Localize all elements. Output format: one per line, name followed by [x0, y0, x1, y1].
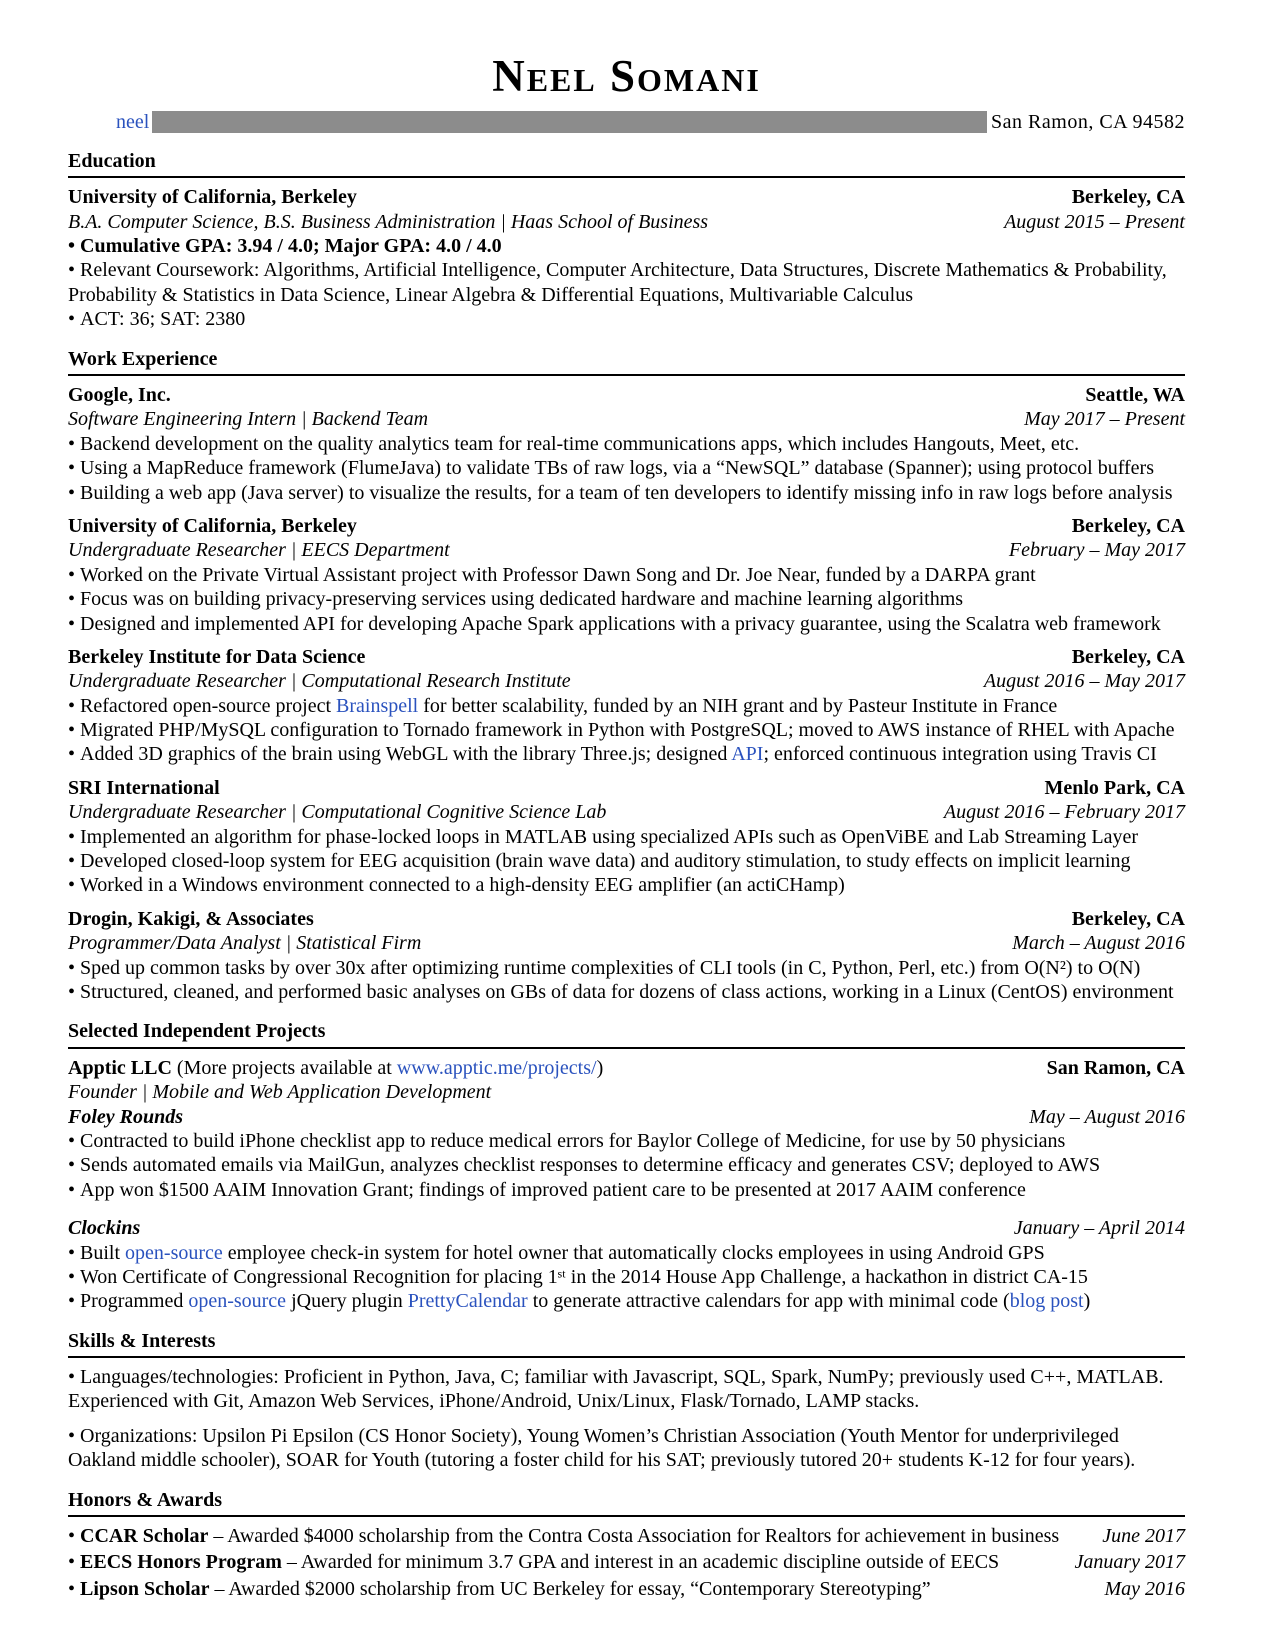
text-segment: for better scalability, funded by an NIH grant and by Pasteur Institute in France — [418, 694, 1058, 717]
bullet: • Sped up common tasks by over 30x after optimizing runtime complexities of CLI tools (in C, Python, Perl, etc.) from O(N²) to O(N) — [68, 956, 1185, 980]
bullet — [68, 742, 1185, 766]
award-title: CCAR Scholar — [80, 1525, 209, 1548]
honors-item-ccar — [68, 1524, 1185, 1548]
work-entry-bids — [68, 645, 1185, 767]
bullet-list — [68, 956, 1185, 1005]
role-title: Software Engineering Intern | Backend Team — [68, 408, 429, 431]
prettycalendar-link[interactable]: PrettyCalendar — [407, 1290, 528, 1313]
bullet: • Building a web app (Java server) to visualize the results, for a team of ten developers to identify missing info in raw logs before analysis — [68, 481, 1185, 505]
bullet-list — [68, 694, 1185, 767]
org-location: Berkeley, CA — [1071, 907, 1185, 930]
org-name: University of California, Berkeley — [68, 186, 357, 209]
award-title: Lipson Scholar — [80, 1577, 210, 1600]
blog-post-link[interactable]: blog post — [1009, 1290, 1084, 1313]
org-name: Berkeley Institute for Data Science — [68, 645, 366, 668]
award-text — [68, 1550, 1074, 1574]
section-projects — [68, 1019, 1185, 1313]
role-title: Undergraduate Researcher | Computational Cognitive Science Lab — [68, 801, 607, 824]
entry-header-row — [68, 645, 1185, 669]
date-range: August 2016 – February 2017 — [943, 801, 1185, 824]
award-date: May 2016 — [1104, 1577, 1185, 1600]
award-description: – Awarded for minimum 3.7 GPA and interest in an academic discipline outside of EECS — [281, 1551, 1000, 1574]
bullet-coursework: • Relevant Coursework: Algorithms, Artificial Intelligence, Computer Architecture, Data Structures, Discrete Mathematics & Probability, Probability & Statistics in Data Science, Linear Algebra & Differential Equations, Multivariable Calculus — [68, 258, 1185, 307]
text-segment: employee check-in system for hotel owner that automatically clocks employees in using Android GPS — [222, 1241, 1045, 1264]
brainspell-link[interactable]: Brainspell — [336, 694, 419, 717]
entry-header-row — [68, 383, 1185, 407]
text-segment: Built — [80, 1241, 126, 1264]
projects-entry-apptic — [68, 1056, 1185, 1314]
bullet — [68, 1241, 1185, 1265]
entry-subheader-row — [68, 407, 1185, 431]
bullet-gpa: • Cumulative GPA: 3.94 / 4.0; Major GPA: 4.0 / 4.0 — [68, 234, 1185, 258]
text-segment: ; enforced continuous integration using Travis CI — [763, 743, 1157, 766]
contact-location: San Ramon, CA 94582 — [991, 110, 1185, 133]
contact-line — [116, 110, 1185, 134]
bullet: • Backend development on the quality analytics team for real-time communications apps, which includes Hangouts, Meet, etc. — [68, 432, 1185, 456]
org-name: Drogin, Kakigi, & Associates — [68, 907, 314, 930]
role-title: Founder | Mobile and Web Application Development — [68, 1081, 492, 1104]
bullet: • Using a MapReduce framework (FlumeJava) to validate TBs of raw logs, via a “NewSQL” database (Spanner); using protocol buffers — [68, 456, 1185, 480]
text-segment: (More projects available at — [171, 1056, 397, 1079]
honors-item-eecs — [68, 1550, 1185, 1574]
section-skills — [68, 1329, 1185, 1473]
bullet: • Implemented an algorithm for phase-locked loops in MATLAB using specialized APIs such as OpenViBE and Lab Streaming Layer — [68, 825, 1185, 849]
degree-title: B.A. Computer Science, B.S. Business Administration | Haas School of Business — [68, 210, 709, 233]
entry-subheader-row — [68, 669, 1185, 693]
org-name: University of California, Berkeley — [68, 514, 357, 537]
section-education — [68, 149, 1185, 332]
bullet: • Designed and implemented API for developing Apache Spark applications with a privacy guarantee, using the Scalatra web framework — [68, 612, 1185, 636]
award-text — [68, 1524, 1102, 1548]
text-segment: ) — [1083, 1290, 1091, 1313]
bullet — [68, 694, 1185, 718]
redacted-contact-bar — [152, 111, 987, 133]
entry-subheader-row — [68, 538, 1185, 562]
section-honors — [68, 1488, 1185, 1602]
project-dates: May – August 2016 — [1029, 1105, 1185, 1128]
date-range: August 2016 – May 2017 — [983, 670, 1185, 693]
work-entry-ucb-research — [68, 514, 1185, 636]
open-source-link[interactable]: open-source — [188, 1290, 287, 1313]
bullet-test-scores: • ACT: 36; SAT: 2380 — [68, 307, 1185, 331]
education-entry — [68, 185, 1185, 331]
entry-header-row — [68, 776, 1185, 800]
skills-heading: Skills & Interests — [68, 1329, 1185, 1358]
company-name: Apptic LLC — [68, 1056, 172, 1079]
work-heading: Work Experience — [68, 347, 1185, 376]
entry-subheader-row — [68, 931, 1185, 955]
bullet-list — [68, 1365, 1185, 1473]
bullet: • Sends automated emails via MailGun, analyzes checklist responses to determine efficacy and generates CSV; deployed to AWS — [68, 1153, 1185, 1177]
apptic-projects-link[interactable]: www.apptic.me/projects/ — [396, 1056, 597, 1079]
project-name-foley-rounds: Foley Rounds — [68, 1105, 184, 1128]
work-entry-sri — [68, 776, 1185, 898]
bullet: • Developed closed-loop system for EEG acquisition (brain wave data) and auditory stimulation, to study effects on implicit learning — [68, 849, 1185, 873]
award-description: – Awarded $2000 scholarship from UC Berkeley for essay, “Contemporary Stereotyping” — [209, 1577, 931, 1600]
text-segment: Added 3D graphics of the brain using WebGL with the library Three.js; designed — [80, 743, 732, 766]
entry-header-row — [68, 1056, 1185, 1080]
award-date: June 2017 — [1102, 1525, 1185, 1548]
project-name-clockins: Clockins — [68, 1217, 141, 1240]
bullet: • Worked in a Windows environment connected to a high-density EEG amplifier (an actiCHamp) — [68, 873, 1185, 897]
text-segment: jQuery plugin — [286, 1290, 408, 1313]
text-segment: ) — [596, 1056, 604, 1079]
bullet-organizations: • Organizations: Upsilon Pi Epsilon (CS Honor Society), Young Women’s Christian Association (Youth Mentor for underprivileged Oakland middle schooler), SOAR for Youth (tutoring a foster child for his SAT; previously tutored 20+ students K-12 for four years). — [68, 1424, 1185, 1473]
entry-header-row — [68, 185, 1185, 209]
bullet-list — [68, 1129, 1185, 1202]
bullet: • Structured, cleaned, and performed basic analyses on GBs of data for dozens of class actions, working in a Linux (CentOS) environment — [68, 980, 1185, 1004]
bullet-list — [68, 825, 1185, 898]
bullet — [68, 1289, 1185, 1313]
api-link[interactable]: API — [731, 743, 764, 766]
text-segment: Refactored open-source project — [80, 694, 337, 717]
entry-subheader-row — [68, 800, 1185, 824]
org-location: Berkeley, CA — [1071, 645, 1185, 668]
date-range: February – May 2017 — [1008, 539, 1185, 562]
bullet-list — [68, 234, 1185, 332]
org-location: Berkeley, CA — [1071, 514, 1185, 537]
bullet: • Focus was on building privacy-preserving services using dedicated hardware and machine learning algorithms — [68, 587, 1185, 611]
org-location: Menlo Park, CA — [1044, 776, 1185, 799]
bullet: • Contracted to build iPhone checklist app to reduce medical errors for Baylor College of Medicine, for use by 50 physicians — [68, 1129, 1185, 1153]
bullet-list — [68, 1241, 1185, 1314]
award-description: – Awarded $4000 scholarship from the Contra Costa Association for Realtors for achievement in business — [208, 1525, 1060, 1548]
org-location: Seattle, WA — [1085, 384, 1185, 407]
bullet-list — [68, 432, 1185, 505]
company-line — [68, 1056, 603, 1080]
entry-header-row — [68, 514, 1185, 538]
contact-email-link[interactable]: neel — [116, 110, 150, 133]
project-dates: January – April 2014 — [1013, 1217, 1185, 1240]
text-segment: to generate attractive calendars for app with minimal code ( — [527, 1290, 1010, 1313]
date-range: March – August 2016 — [1012, 932, 1185, 955]
entry-subheader-row — [68, 1080, 1185, 1104]
org-location: Berkeley, CA — [1071, 186, 1185, 209]
role-title: Undergraduate Researcher | Computational Research Institute — [68, 670, 571, 693]
bullet: • App won $1500 AAIM Innovation Grant; findings of improved patient care to be presented at 2017 AAIM conference — [68, 1178, 1185, 1202]
work-entry-drogin — [68, 907, 1185, 1005]
bullet: • Migrated PHP/MySQL configuration to Tornado framework in Python with PostgreSQL; moved to AWS instance of RHEL with Apache — [68, 718, 1185, 742]
entry-header-row — [68, 907, 1185, 931]
bullet: • Worked on the Private Virtual Assistant project with Professor Dawn Song and Dr. Joe Near, funded by a DARPA grant — [68, 563, 1185, 587]
honors-item-lipson — [68, 1577, 1185, 1601]
text-segment: Programmed — [80, 1290, 189, 1313]
subproject-header-row — [68, 1216, 1185, 1240]
projects-heading: Selected Independent Projects — [68, 1019, 1185, 1048]
education-heading: Education — [68, 149, 1185, 178]
entry-subheader-row — [68, 210, 1185, 234]
section-work — [68, 347, 1185, 1005]
resume-name: Neel Somani — [492, 51, 761, 101]
bullet: • Won Certificate of Congressional Recognition for placing 1ˢᵗ in the 2014 House App Challenge, a hackathon in district CA-15 — [68, 1265, 1185, 1289]
bullet-list — [68, 563, 1185, 636]
org-name: Google, Inc. — [68, 384, 171, 407]
date-range: May 2017 – Present — [1024, 408, 1185, 431]
award-date: January 2017 — [1074, 1551, 1185, 1574]
award-text — [68, 1577, 1104, 1601]
award-title: EECS Honors Program — [80, 1551, 282, 1574]
open-source-link[interactable]: open-source — [125, 1241, 223, 1264]
work-entry-google — [68, 383, 1185, 505]
org-name: SRI International — [68, 776, 220, 799]
org-location: San Ramon, CA — [1046, 1056, 1185, 1079]
role-title: Programmer/Data Analyst | Statistical Firm — [68, 932, 422, 955]
honors-heading: Honors & Awards — [68, 1488, 1185, 1517]
bullet-languages: • Languages/technologies: Proficient in Python, Java, C; familiar with Javascript, SQL, Spark, NumPy; previously used C++, MATLAB. Experienced with Git, Amazon Web Services, iPhone/Android, Unix/Linux, Flask/Tornado, LAMP stacks. — [68, 1365, 1185, 1414]
role-title: Undergraduate Researcher | EECS Department — [68, 539, 450, 562]
subproject-header-row — [68, 1105, 1185, 1129]
date-range: August 2015 – Present — [1004, 210, 1185, 233]
